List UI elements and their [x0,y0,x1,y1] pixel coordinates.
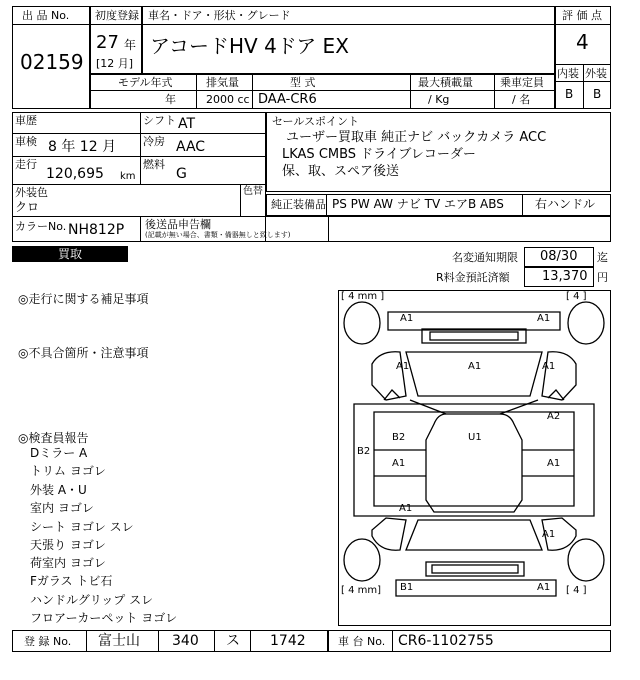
max-load-label: 最大積載量 [418,76,473,89]
deadline-value: 08/30 [540,249,578,264]
damage-mark: B2 [392,432,406,443]
tire-depth-rear-right: [ 4 ] [566,585,587,596]
capacity-value: / 名 [512,93,531,106]
equipment-value: PS PW AW ナビ TV エアB ABS [332,197,504,211]
inspector-line: 天張り ヨゴレ [30,538,106,552]
color-no-label: カラーNo. [15,220,67,233]
mileage-value: 120,695 [46,166,104,182]
ext-color-label: 外装色 [15,186,48,199]
model-year-unit: 年 [165,93,176,106]
fuel-label: 燃料 [143,158,165,171]
chassis-number: CR6-1102755 [398,633,494,649]
damage-mark: A1 [399,503,413,514]
damage-mark: A1 [468,361,482,372]
hood [406,352,542,396]
displacement-value: 2000 cc [206,93,250,106]
recycle-value: 13,370 [542,269,588,284]
ac-label: 冷房 [143,135,165,148]
first-registration-year: 27 [96,32,119,53]
buyout-badge: 買取 [12,246,128,262]
post-equip-note: (記載が無い場合、書類・備器無しと致します) [145,231,291,239]
damage-mark: A1 [537,313,551,324]
history-label: 車歴 [15,114,37,127]
tire-depth-front-left: [ 4 mm ] [341,291,385,302]
score-value: 4 [576,30,589,54]
year-unit: 年 [124,38,137,52]
score-label: 評 価 点 [562,9,602,22]
inspector-line: Dミラー A [30,446,88,460]
inspector-line: シート ヨゴレ スレ [30,520,134,534]
model-code-label: 型 式 [290,76,316,89]
registration-number: 1742 [270,633,306,649]
tire-depth-rear-left: [ 4 mm] [341,585,382,596]
model-code: DAA-CR6 [258,92,317,107]
front-bumper [388,312,560,330]
inspector-line: 室内 ヨゴレ [30,501,94,515]
damage-mark: A1 [547,458,561,469]
chassis-label: 車 台 No. [338,635,386,648]
sales-points-label: セールスポイント [272,115,360,128]
lot-number-label: 出 品 No. [22,9,70,22]
interior-grade: B [565,87,574,101]
model-year-label: モデル年式 [118,76,173,89]
recycle-label: R料金預託済額 [436,271,510,284]
exterior-label: 外装 [585,67,607,80]
inspector-line: ハンドルグリップ スレ [30,593,154,607]
damage-mark: B2 [357,446,371,457]
max-load-value: / Kg [428,93,450,106]
rear-left-tire [344,539,380,581]
color-change-label: 色替 [243,186,263,197]
damage-mark: A1 [542,529,556,540]
inspection-value: 8 年 12 月 [48,139,117,155]
inspector-line: トリム ヨゴレ [30,464,106,478]
capacity-label: 乗車定員 [500,76,544,89]
ext-color-value: クロ [15,200,40,214]
inspector-line: 荷室内 ヨゴレ [30,556,106,570]
sales-points-line-2: LKAS CMBS ドライブレコーダー [282,147,476,162]
defects-remarks-label: ◎不具合箇所・注意事項 [18,346,149,360]
damage-mark: A1 [542,361,556,372]
driving-remarks-label: ◎走行に関する補足事項 [18,292,149,306]
front-right-tire [568,302,604,344]
sales-points-line-3: 保、取、スペア後送 [282,164,400,179]
damage-mark: B1 [400,582,414,593]
shift-value: AT [178,116,196,132]
mileage-label: 走行 [15,158,37,171]
inspector-line: 外装 A・U [30,483,87,497]
car-name-label: 車名・ドア・形状・グレード [148,9,291,22]
damage-mark: U1 [468,432,482,443]
roof-outline [426,414,522,512]
equipment-label: 純正装備品 [271,198,326,211]
deadline-unit: 迄 [597,251,608,264]
inspector-line: フロアーカーペット ヨゴレ [30,611,178,625]
trunk [406,520,542,550]
registration-class: 340 [172,633,199,649]
tire-depth-front-right: [ 4 ] [566,291,587,302]
inspection-label: 車検 [15,135,37,148]
deadline-label: 名変通知期限 [452,251,518,264]
car-name: アコードHV 4ドア EX [150,34,349,58]
color-no-value: NH812P [68,222,125,238]
displacement-label: 排気量 [206,76,239,89]
handle-position: 右ハンドル [535,197,596,211]
mileage-unit: km [120,171,136,182]
damage-mark: A2 [547,411,561,422]
damage-mark: A1 [392,458,406,469]
fuel-value: G [176,166,187,182]
left-rear-side [372,518,406,550]
damage-mark: A1 [400,313,414,324]
registration-region: 富士山 [98,633,140,649]
registration-kana: ス [226,633,240,649]
recycle-unit: 円 [597,271,608,284]
ac-value: AAC [176,139,206,155]
exterior-grade: B [593,87,602,101]
interior-label: 内装 [557,67,579,80]
shift-label: シフト [143,114,176,127]
rear-bumper [396,580,556,596]
rear-right-tire [568,539,604,581]
inspector-line: Fガラス トビ石 [30,574,113,588]
first-registration-month: [12 月] [96,57,134,70]
registration-label: 登 録 No. [24,635,72,648]
damage-mark: A1 [396,361,410,372]
lot-number: 02159 [20,50,84,74]
front-left-tire [344,302,380,344]
first-registration-label: 初度登録 [95,9,139,22]
sales-points-line-1: ユーザー買取車 純正ナビ バックカメラ ACC [286,130,547,145]
inspector-report-label: ◎検査員報告 [18,431,89,445]
post-equip-label: 後送品申告欄 [145,218,211,231]
damage-mark: A1 [537,582,551,593]
